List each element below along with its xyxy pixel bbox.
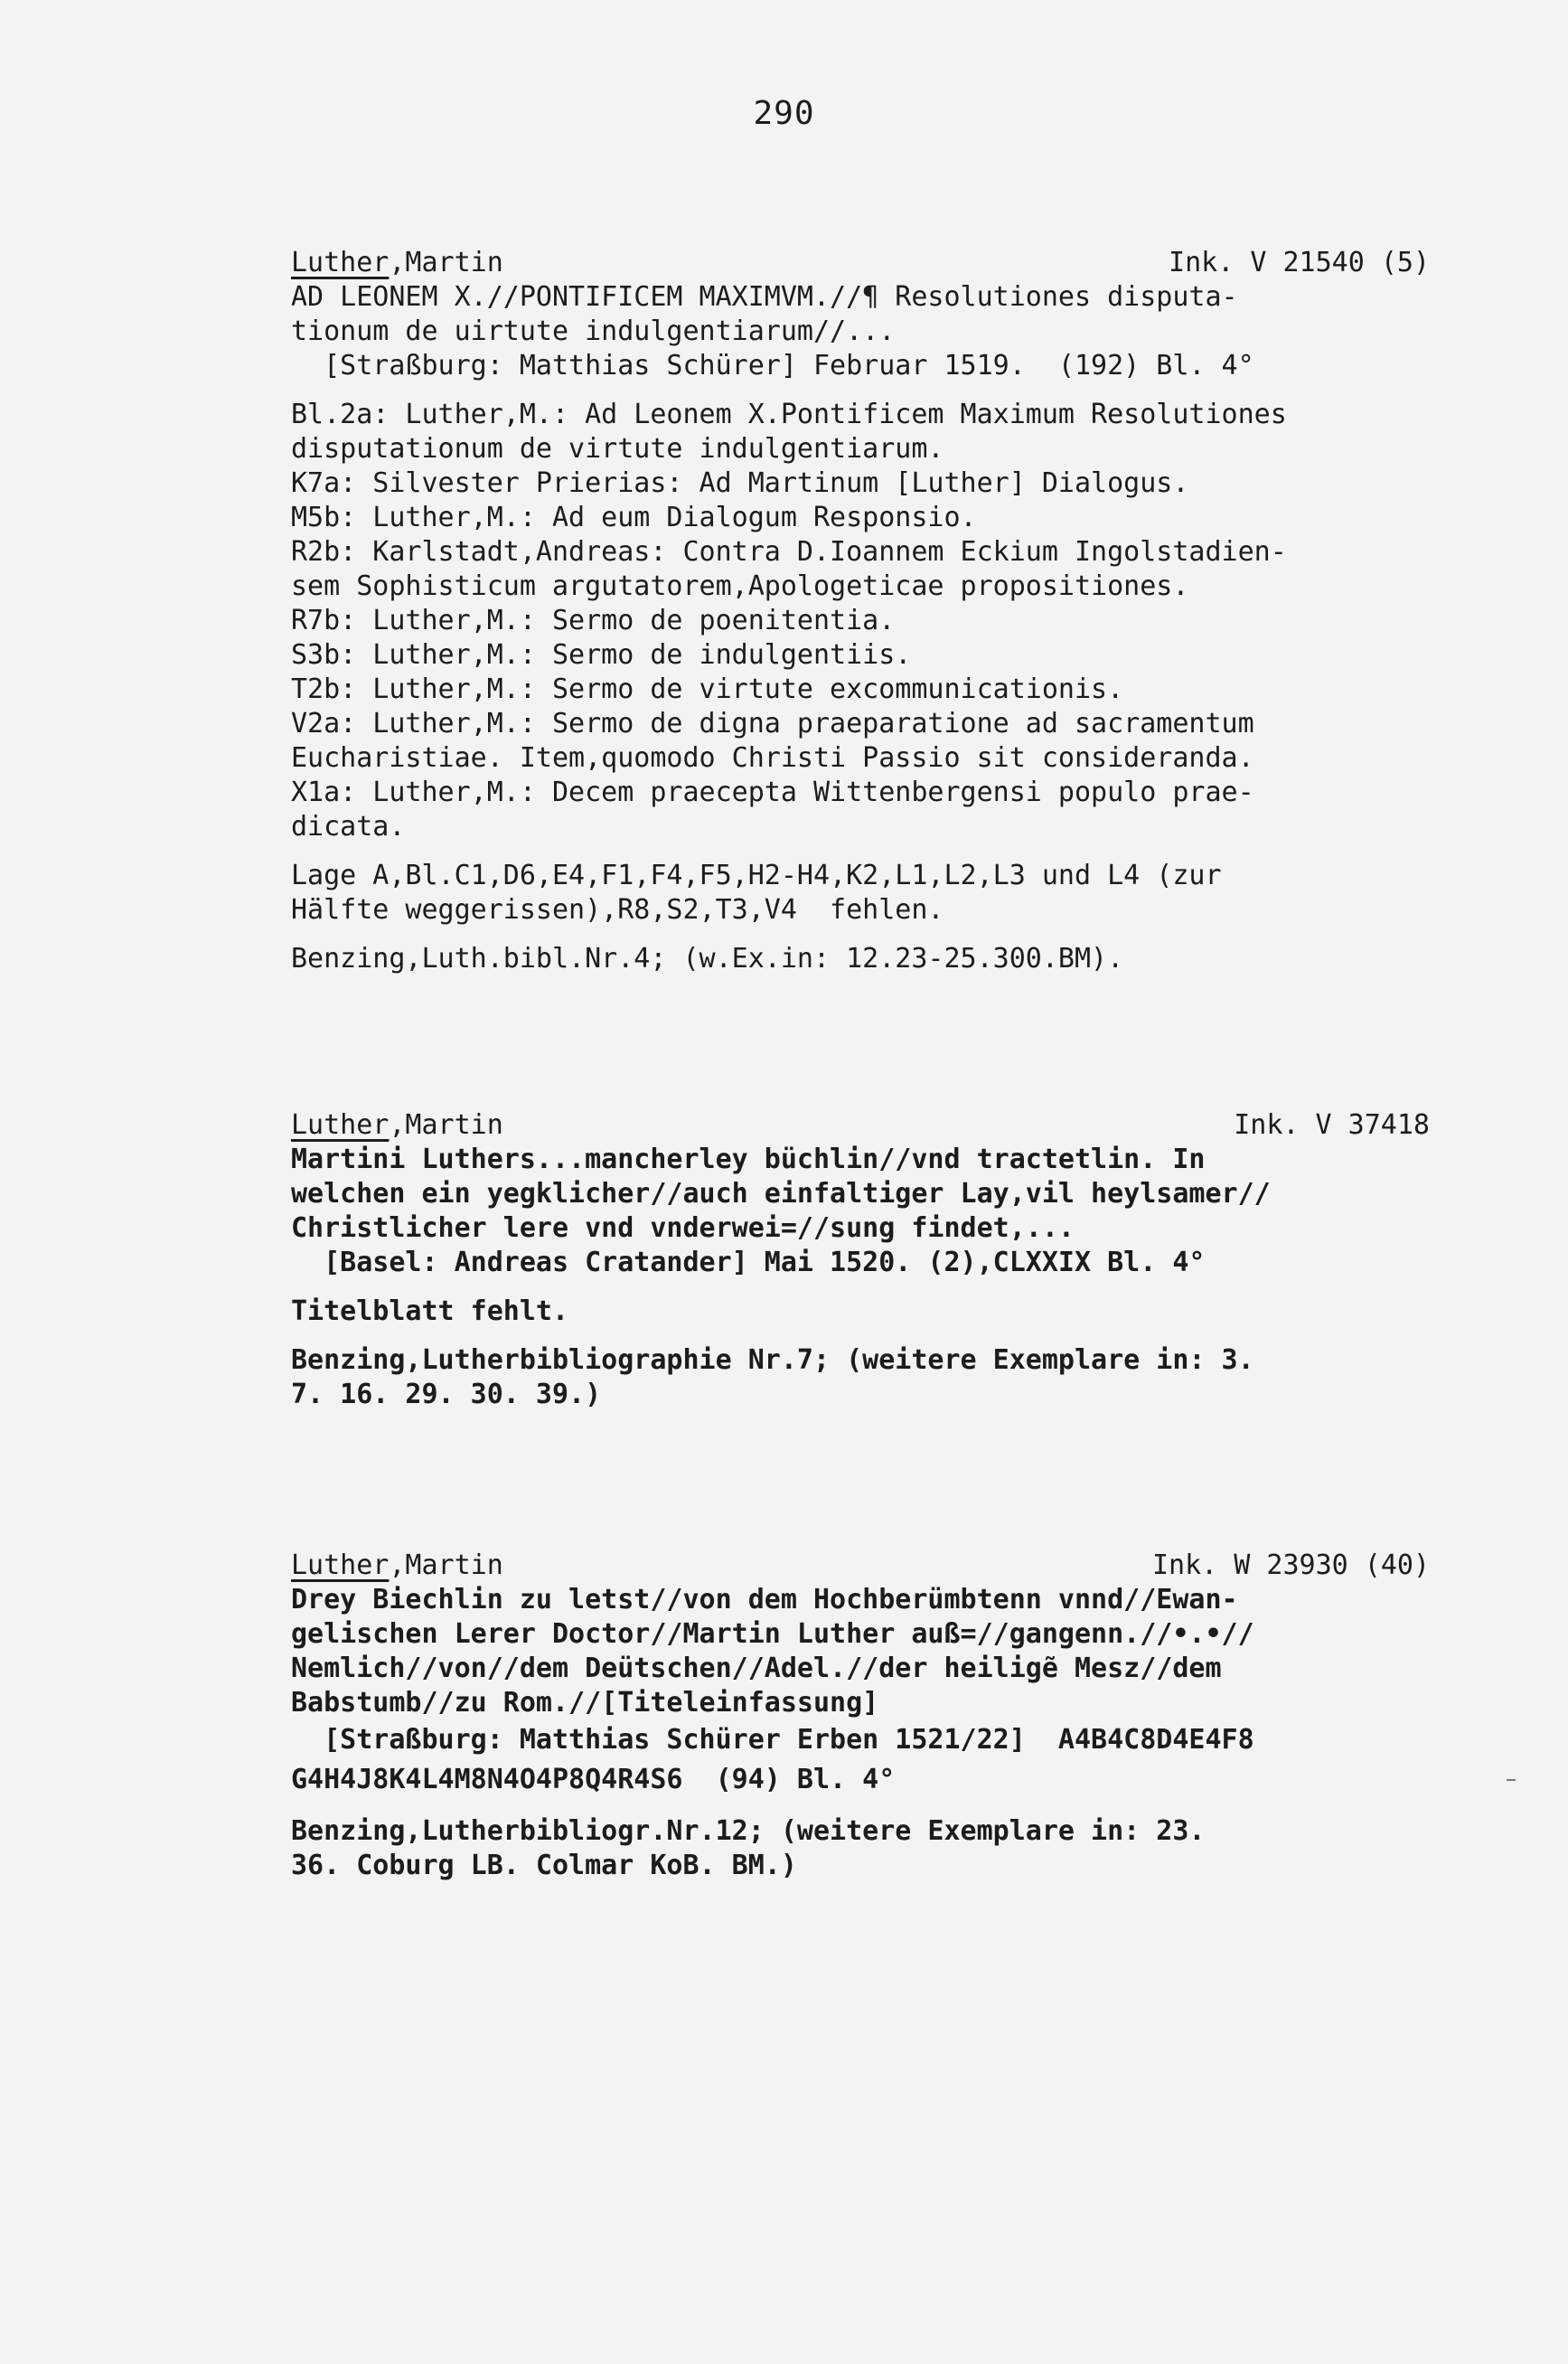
bibliographic-reference: Benzing,Luth.bibl.Nr.4; (w.Ex.in: 12.23-25.300.BM). <box>291 943 1124 975</box>
page-number: 290 <box>753 95 815 132</box>
collation-note: Hälfte weggerissen),R8,S2,T3,V4 fehlen. <box>291 894 944 926</box>
title-line: Babstumb//zu Rom.//[Titeleinfassung] <box>291 1687 879 1719</box>
title-line: gelischen Lerer Doctor//Martin Luther auß=//gangenn.//•.•// <box>291 1618 1254 1650</box>
content-line: R7b: Luther,M.: Sermo de poenitentia. <box>291 605 896 636</box>
content-line: dicata. <box>291 811 406 843</box>
content-line: Bl.2a: Luther,M.: Ad Leonem X.Pontificem Maximum Resolutiones <box>291 399 1287 430</box>
catalog-entry-3 <box>291 1549 1493 1883</box>
content-line: V2a: Luther,M.: Sermo de digna praeparatione ad sacramentum <box>291 708 1254 739</box>
margin-mark <box>1507 1779 1516 1781</box>
entry-heading <box>291 1549 1430 1583</box>
bibliographic-reference: 7. 16. 29. 30. 39.) <box>291 1379 602 1410</box>
title-line: welchen ein yegklicher//auch einfaltiger Lay,vil heylsamer// <box>291 1178 1271 1210</box>
author-name: Luther,Martin <box>291 247 503 278</box>
entry-heading <box>291 246 1430 280</box>
content-line: R2b: Karlstadt,Andreas: Contra D.Ioannem Eckium Ingolstadien- <box>291 536 1287 568</box>
shelfmark: Ink. W 23930 (40) <box>1151 1549 1430 1581</box>
shelfmark: Ink. V 21540 (5) <box>1169 247 1430 278</box>
title-line: Drey Biechlin zu letst//von dem Hochberümbtenn vnnd//Ewan- <box>291 1584 1238 1615</box>
signature-formula: A4B4C8D4E4F8 <box>1057 1724 1254 1756</box>
author-name: Luther,Martin <box>291 1549 503 1581</box>
collation-line <box>291 1760 1493 1800</box>
content-line: disputationum de virtute indulgentiarum. <box>291 433 944 465</box>
title-line: Martini Luthers...mancherley büchlin//vnd tractetlin. In <box>291 1144 1206 1175</box>
content-line: sem Sophisticum argutatorem,Apologeticae propositiones. <box>291 570 1189 602</box>
title-line: tionum de uirtute indulgentiarum//... <box>291 316 896 347</box>
content-line: Eucharistiae. Item,quomodo Christi Passio sit consideranda. <box>291 742 1254 774</box>
content-line: T2b: Luther,M.: Sermo de virtute excommunicationis. <box>291 673 1124 705</box>
bibliographic-reference: 36. Coburg LB. Colmar KoB. BM.) <box>291 1850 797 1881</box>
title-line: AD LEONEM X.//PONTIFICEM MAXIMVM.//¶ Resolutiones disputa- <box>291 281 1238 313</box>
content-line: K7a: Silvester Prierias: Ad Martinum [Luther] Dialogus. <box>291 467 1189 499</box>
copy-note: Titelblatt fehlt. <box>291 1295 569 1327</box>
catalog-entry-2 <box>291 1108 1493 1412</box>
bibliographic-reference: Benzing,Lutherbibliogr.Nr.12; (weitere Exemplare in: 23. <box>291 1815 1206 1847</box>
catalog-entry-1 <box>291 246 1493 976</box>
entry-heading <box>291 1108 1430 1143</box>
author-name: Luther,Martin <box>291 1109 503 1141</box>
signature-formula: G4H4J8K4L4M8N4O4P8Q4R4S6 <box>291 1764 683 1795</box>
imprint-line: [Straßburg: Matthias Schürer Erben 1521/22] A4B4C8D4E4F8 <box>291 1724 1254 1756</box>
extent: (94) Bl. 4° <box>715 1764 896 1795</box>
content-line: S3b: Luther,M.: Sermo de indulgentiis. <box>291 639 912 671</box>
title-line: Christlicher lere vnd vnderwei=//sung findet,... <box>291 1212 1075 1244</box>
shelfmark: Ink. V 37418 <box>1234 1109 1430 1141</box>
bibliographic-reference: Benzing,Lutherbibliographie Nr.7; (weitere Exemplare in: 3. <box>291 1344 1254 1376</box>
imprint-line: [Straßburg: Matthias Schürer] Februar 1519. (192) Bl. 4° <box>291 350 1254 381</box>
collation-note: Lage A,Bl.C1,D6,E4,F1,F4,F5,H2-H4,K2,L1,L2,L3 und L4 (zur <box>291 860 1222 891</box>
title-line: Nemlich//von//dem Deütschen//Adel.//der heiligẽ Mesz//dem <box>291 1653 1222 1684</box>
content-line: M5b: Luther,M.: Ad eum Dialogum Responsio. <box>291 502 977 533</box>
imprint-line: [Basel: Andreas Cratander] Mai 1520. (2),CLXXIX Bl. 4° <box>291 1247 1206 1278</box>
content-line: X1a: Luther,M.: Decem praecepta Wittenbergensi populo prae- <box>291 777 1254 808</box>
